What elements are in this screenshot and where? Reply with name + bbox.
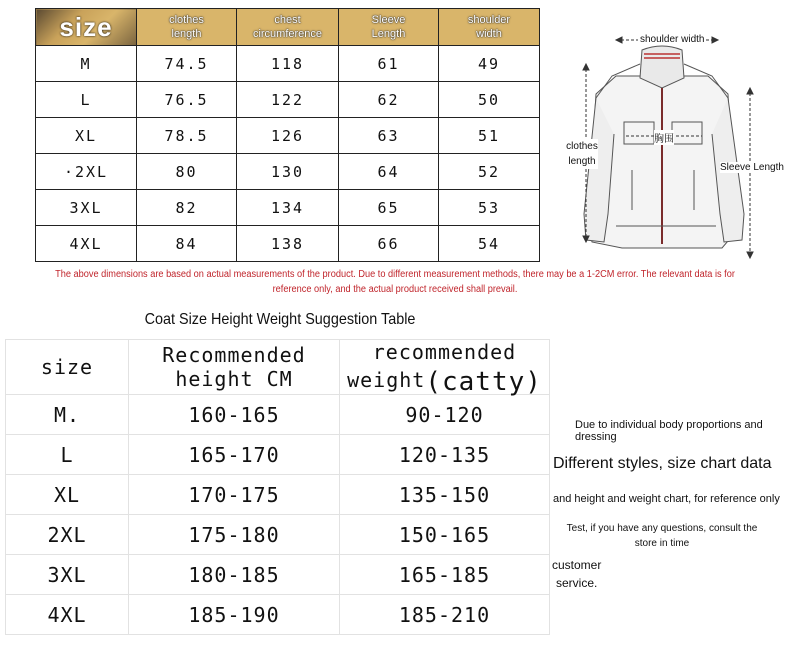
cell-chest: 134 (237, 190, 339, 226)
label-sleeve-length: Sleeve Length (720, 162, 784, 173)
table-row (36, 82, 540, 118)
header-size: size (36, 9, 137, 46)
cell-shoulder: 51 (439, 118, 540, 154)
cell-size: 4XL (36, 226, 137, 262)
cell-shoulder: 49 (439, 46, 540, 82)
header-recommended-height: Recommended height CM (129, 340, 340, 395)
cell-weight: 150-165 (340, 515, 550, 555)
cell-sleeve: 64 (339, 154, 439, 190)
cell-size: M. (6, 395, 129, 435)
cell-size: 3XL (6, 555, 129, 595)
label-shoulder-width: shoulder width (640, 34, 705, 45)
weight-label: recommended weight (347, 340, 517, 392)
cell-clothes-length: 78.5 (137, 118, 237, 154)
cell-size: XL (36, 118, 137, 154)
note-customer-service (552, 556, 601, 592)
note-line-4: Test, if you have any questions, consult the store in time (566, 523, 758, 549)
cell-size: 3XL (36, 190, 137, 226)
label-chest: 胸围 (654, 130, 674, 145)
arrow-head-icon (616, 37, 622, 43)
cell-sleeve: 65 (339, 190, 439, 226)
note-line-1: Due to individual body proportions and dressing (575, 419, 763, 443)
cell-weight: 135-150 (340, 475, 550, 515)
cell-clothes-length: 74.5 (137, 46, 237, 82)
cell-weight: 90-120 (340, 395, 550, 435)
cell-shoulder: 50 (439, 82, 540, 118)
cell-size: 2XL (6, 515, 129, 555)
cell-height: 165-170 (129, 435, 340, 475)
cell-size: L (6, 435, 129, 475)
cell-size: M (36, 46, 137, 82)
header-recommended-weight (340, 340, 550, 395)
cell-weight: 165-185 (340, 555, 550, 595)
suggestion-table-header-row (6, 340, 550, 395)
header-clothes-length: clothes length (137, 9, 237, 46)
weight-unit: (catty) (425, 367, 542, 397)
cell-shoulder: 52 (439, 154, 540, 190)
cell-clothes-length: 82 (137, 190, 237, 226)
cell-chest: 138 (237, 226, 339, 262)
cell-height: 175-180 (129, 515, 340, 555)
cell-height: 180-185 (129, 555, 340, 595)
cell-chest: 118 (237, 46, 339, 82)
arrow-head-icon (712, 37, 718, 43)
note-line-2: Different styles, size chart data (553, 455, 772, 472)
cell-size: XL (6, 475, 129, 515)
header-chest-circumference: chest circumference (237, 9, 339, 46)
note-line-3: and height and weight chart, for reference only (553, 493, 780, 505)
arrow-head-icon (583, 64, 589, 70)
cell-weight: 120-135 (340, 435, 550, 475)
note-line-6: service. (556, 576, 598, 590)
cell-size: L (36, 82, 137, 118)
label-clothes-length: clothes length (566, 141, 598, 167)
table-row (6, 515, 550, 555)
table-row (36, 190, 540, 226)
table-row (6, 435, 550, 475)
size-suggestion-table (5, 339, 550, 635)
cell-height: 170-175 (129, 475, 340, 515)
suggestion-table-title: Coat Size Height Weight Suggestion Table (144, 311, 416, 328)
size-measurement-table (35, 8, 540, 262)
cell-clothes-length: 76.5 (137, 82, 237, 118)
cell-size: 4XL (6, 595, 129, 635)
header-size: size (6, 340, 129, 395)
cell-shoulder: 54 (439, 226, 540, 262)
cell-size: ·2XL (36, 154, 137, 190)
cell-weight: 185-210 (340, 595, 550, 635)
cell-clothes-length: 80 (137, 154, 237, 190)
cell-shoulder: 53 (439, 190, 540, 226)
cell-chest: 126 (237, 118, 339, 154)
header-shoulder-width: shoulder width (439, 9, 540, 46)
arrow-head-icon (747, 252, 753, 258)
cell-height: 185-190 (129, 595, 340, 635)
cell-height: 160-165 (129, 395, 340, 435)
cell-sleeve: 61 (339, 46, 439, 82)
measurement-disclaimer: The above dimensions are based on actual measurements of the product. Due to different measurement methods, there may be a 1-2CM error. The relevant data is for reference only, and the actual product received shall prevail. (55, 269, 735, 295)
table-row (6, 475, 550, 515)
table-row (36, 46, 540, 82)
cell-clothes-length: 84 (137, 226, 237, 262)
table-row (6, 395, 550, 435)
cell-chest: 130 (237, 154, 339, 190)
arrow-head-icon (747, 88, 753, 94)
table-row (6, 555, 550, 595)
table-row (36, 226, 540, 262)
table-row (36, 154, 540, 190)
size-table-header-row (36, 9, 540, 46)
header-sleeve-length: Sleeve Length (339, 9, 439, 46)
note-line-5: customer (552, 558, 602, 572)
cell-sleeve: 66 (339, 226, 439, 262)
table-row (36, 118, 540, 154)
cell-chest: 122 (237, 82, 339, 118)
cell-sleeve: 63 (339, 118, 439, 154)
cell-sleeve: 62 (339, 82, 439, 118)
table-row (6, 595, 550, 635)
